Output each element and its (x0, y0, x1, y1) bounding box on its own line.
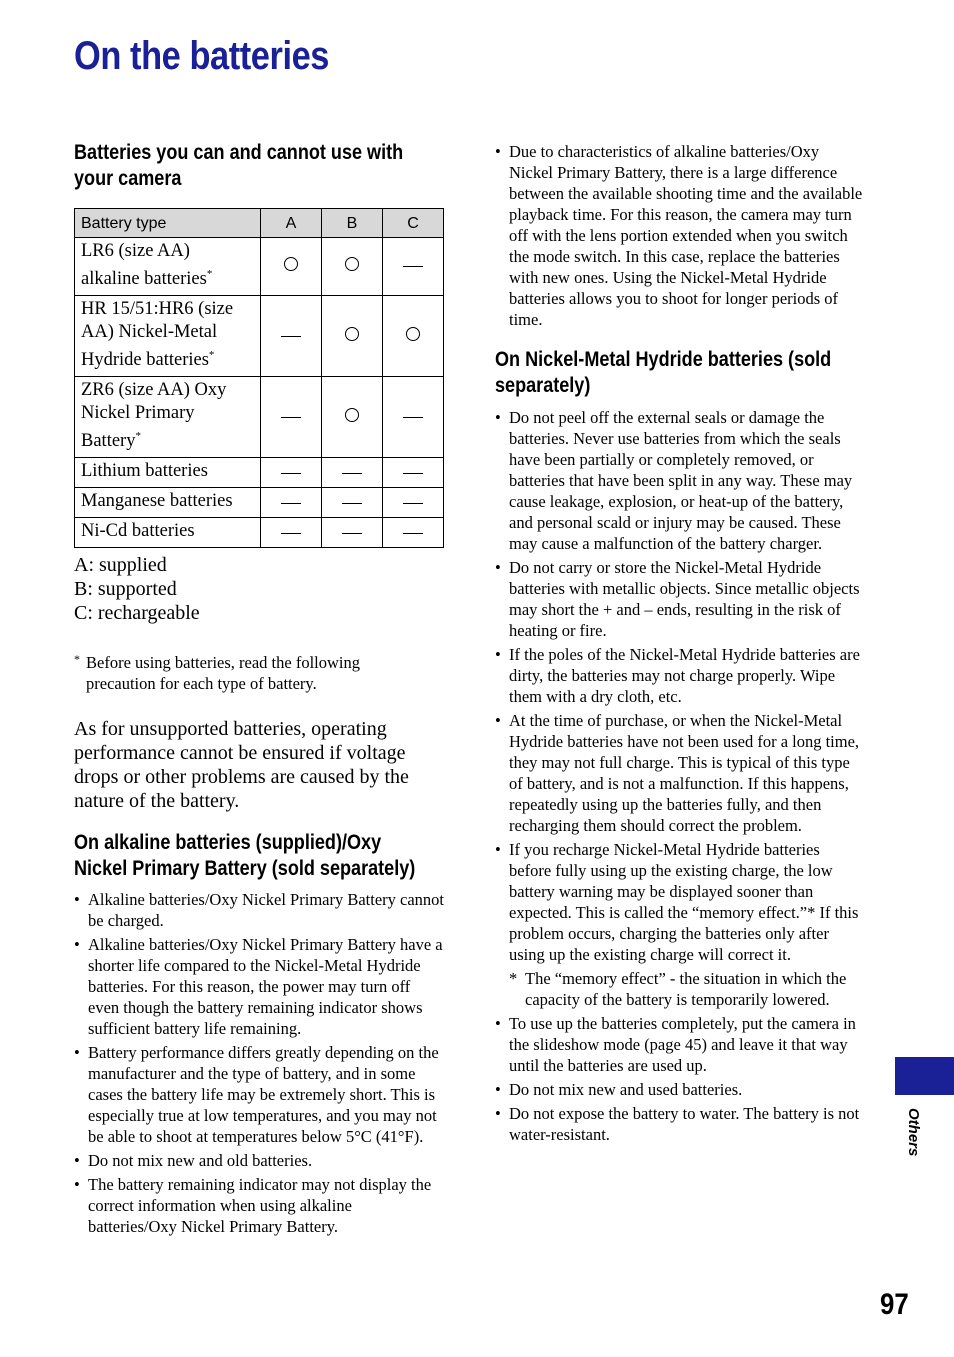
compat-cell-c (383, 296, 444, 377)
heading-line: your camera (74, 167, 182, 190)
compat-cell-a (261, 238, 322, 296)
table-row (75, 377, 444, 458)
battery-name-line: Battery (81, 431, 136, 452)
list-item: • Do not expose the battery to water. The battery is not water-resistant. (495, 1103, 863, 1145)
table-body (75, 238, 444, 548)
battery-name-cell (75, 458, 261, 488)
list-item: • Do not mix new and used batteries. (495, 1079, 863, 1100)
battery-name-line: LR6 (size AA) (81, 241, 190, 261)
dash-mark-icon (403, 503, 423, 504)
battery-name-line: Manganese batteries (81, 491, 233, 512)
note-star: * (509, 969, 518, 988)
column-header-c: C (383, 209, 444, 238)
compat-cell-b (322, 518, 383, 548)
table-row (75, 518, 444, 548)
dash-mark-icon (281, 336, 301, 337)
footnote-star: * (74, 652, 80, 666)
section-tab-label: Others (905, 1108, 922, 1157)
compat-cell-a (261, 488, 322, 518)
heading-line: Nickel Primary Battery (sold separately) (74, 857, 416, 880)
top-bullets (495, 141, 863, 333)
circle-mark-icon (284, 257, 298, 271)
column-header-battery-type: Battery type (75, 209, 261, 238)
list-item: • Do not mix new and old batteries. (74, 1150, 444, 1171)
battery-name-line: Hydride batteries (81, 350, 209, 371)
battery-name-cell (75, 518, 261, 548)
battery-name-cell (75, 377, 261, 458)
list-item: • To use up the batteries completely, put the camera in the slideshow mode (page 45) and leave it that way until the batteries are used up. (495, 1013, 863, 1076)
circle-mark-icon (345, 257, 359, 271)
memory-effect-note (509, 968, 863, 1010)
circle-mark-icon (345, 408, 359, 422)
compat-cell-c (383, 488, 444, 518)
page-title: On the batteries (74, 34, 330, 78)
asterisk-mark: * (206, 268, 213, 280)
circle-mark-icon (345, 327, 359, 341)
list-item: • Do not carry or store the Nickel-Metal Hydride batteries with metallic objects. Since metallic objects may short the + and – ends, resulting in the risk of heating or fire. (495, 557, 863, 641)
compat-cell-b (322, 377, 383, 458)
compat-cell-b (322, 488, 383, 518)
dash-mark-icon (403, 266, 423, 267)
legend-item: A: supplied (74, 554, 167, 576)
list-item: • If the poles of the Nickel-Metal Hydride batteries are dirty, the batteries may not charge properly. Wipe them with a dry cloth, etc. (495, 644, 863, 707)
dash-mark-icon (403, 533, 423, 534)
battery-name-line: alkaline batteries (81, 269, 207, 290)
table-header-row (75, 209, 444, 238)
dash-mark-icon (281, 473, 301, 474)
more-bullets (495, 1013, 863, 1145)
circle-mark-icon (406, 327, 420, 341)
footnote-text: Before using batteries, read the following precaution for each type of battery. (86, 653, 360, 693)
legend (74, 553, 200, 625)
asterisk-mark: * (208, 349, 215, 362)
list-item: • If you recharge Nickel-Metal Hydride batteries before fully using up the existing charge, the low battery warning may be displayed sooner than expected. This is called the “memory effect.”* If this problem occurs, charging the batteries only after using up the existing charge will correct it. (495, 839, 863, 965)
list-item: • Due to characteristics of alkaline batteries/Oxy Nickel Primary Battery, there is a large difference between the available shooting time and the available playback time. For this reason, the camera may turn off with the lens portion extended when you switch the mode switch. In this case, replace the batteries with new ones. Using the Nickel-Metal Hydride batteries allows you to shoot for longer periods of time. (495, 141, 863, 330)
compat-cell-b (322, 238, 383, 296)
battery-name-line: ZR6 (size AA) Oxy (81, 380, 227, 401)
compat-cell-c (383, 238, 444, 296)
list-item: • At the time of purchase, or when the Nickel-Metal Hydride batteries have not been used for a long time, they may not full charge. This is typical of this type of battery, and is not a malfunction. If this happens, repeatedly using up the batteries fully, and then recharging them should correct the problem. (495, 710, 863, 836)
dash-mark-icon (403, 417, 423, 418)
heading-line: Batteries you can and cannot use with (74, 141, 404, 164)
dash-mark-icon (281, 417, 301, 418)
page-number: 97 (880, 1288, 909, 1321)
nimh-bullets (495, 407, 863, 965)
battery-name-line: HR 15/51:HR6 (size (81, 299, 234, 320)
compat-cell-b (322, 296, 383, 377)
dash-mark-icon (342, 533, 362, 534)
dash-mark-icon (281, 533, 301, 534)
asterisk-mark: * (135, 430, 141, 443)
column-header-b: B (322, 209, 383, 238)
unsupported-paragraph: As for unsupported batteries, operating performance cannot be ensured if voltage drops or other problems are caused by the nature of the battery. (74, 718, 409, 812)
list-item: • Alkaline batteries/Oxy Nickel Primary Battery have a shorter life compared to the Nickel-Metal Hydride batteries. For this reason, the power may turn off even though the battery remaining indicator shows sufficient battery life remaining. (74, 934, 444, 1039)
table-row (75, 458, 444, 488)
column-header-a: A (261, 209, 322, 238)
table-row (75, 488, 444, 518)
compat-cell-c (383, 518, 444, 548)
compat-cell-a (261, 377, 322, 458)
list-item: • Do not peel off the external seals or damage the batteries. Never use batteries from which the seals have been partially or completely removed, or batteries that have been split in any way. These may cause leakage, explosion, or heat-up of the battery, and personal scald or injury may be caused. These may cause a malfunction of the battery charger. (495, 407, 863, 554)
compat-cell-c (383, 458, 444, 488)
table-row (75, 296, 444, 377)
footnote (74, 652, 426, 694)
compat-cell-c (383, 377, 444, 458)
dash-mark-icon (403, 473, 423, 474)
legend-item: C: rechargeable (74, 602, 200, 624)
battery-table (74, 208, 444, 548)
list-item: • The battery remaining indicator may not display the correct information when using alkaline batteries/Oxy Nickel Primary Battery. (74, 1174, 444, 1237)
heading-nimh (495, 347, 831, 399)
heading-alkaline (74, 830, 415, 882)
alkaline-bullets (74, 889, 444, 1240)
nimh-section (495, 407, 863, 1148)
battery-name-line: Nickel Primary (81, 403, 195, 424)
battery-name-cell (75, 488, 261, 518)
battery-name-line: AA) Nickel-Metal (81, 322, 218, 343)
heading-usable-batteries (74, 140, 403, 192)
list-item: • Battery performance differs greatly depending on the manufacturer and the type of battery, and in some cases the battery life may be extremely short. This is especially true at low temperatures, and you may not be able to shoot at temperatures below 5°C (41°F). (74, 1042, 444, 1147)
compat-cell-a (261, 518, 322, 548)
battery-name-cell (75, 296, 261, 377)
battery-name-line: Ni-Cd batteries (81, 521, 195, 542)
compat-cell-a (261, 458, 322, 488)
dash-mark-icon (342, 473, 362, 474)
heading-line: separately) (495, 374, 591, 397)
dash-mark-icon (342, 503, 362, 504)
section-tab (895, 1057, 954, 1095)
note-text: The “memory effect” - the situation in which the capacity of the battery is temporarily lowered. (525, 969, 847, 1009)
legend-item: B: supported (74, 578, 177, 600)
compat-cell-b (322, 458, 383, 488)
heading-line: On alkaline batteries (supplied)/Oxy (74, 831, 382, 854)
list-item: • Alkaline batteries/Oxy Nickel Primary Battery cannot be charged. (74, 889, 444, 931)
battery-name-line: Lithium batteries (81, 461, 208, 482)
dash-mark-icon (281, 503, 301, 504)
battery-name-cell (75, 238, 261, 296)
table-row (75, 238, 444, 296)
compat-cell-a (261, 296, 322, 377)
heading-line: On Nickel-Metal Hydride batteries (sold (495, 348, 832, 371)
